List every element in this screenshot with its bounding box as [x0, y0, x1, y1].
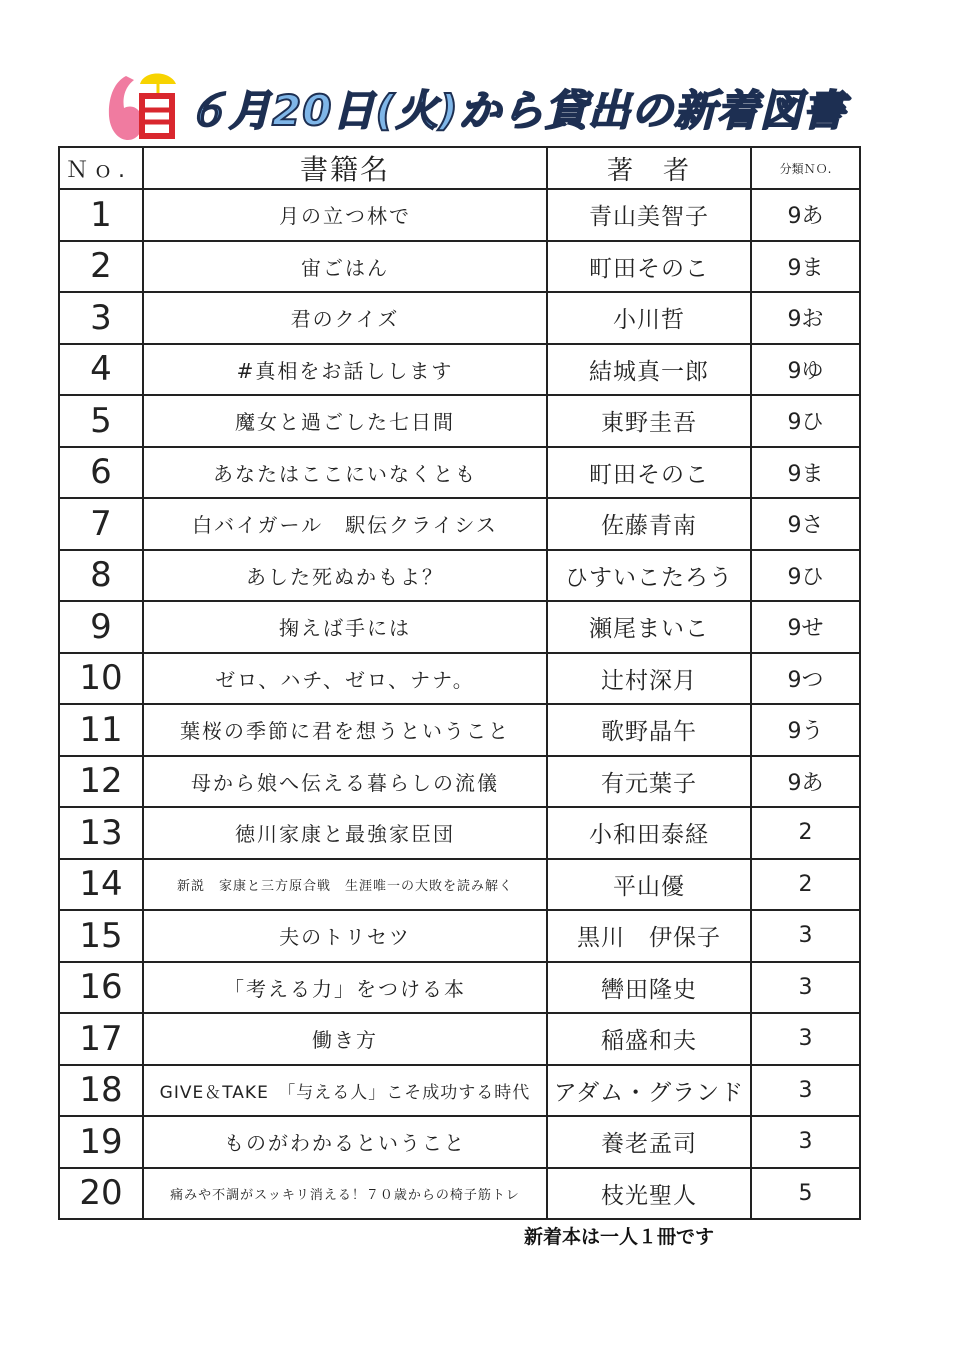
table-row	[59, 241, 860, 293]
row-no: 9	[59, 601, 143, 653]
book-class: 9あ	[751, 189, 860, 241]
new-books-table	[58, 146, 861, 1220]
book-title: ゼロ、ハチ、ゼロ、ナナ。	[143, 653, 547, 705]
book-author: 養老孟司	[547, 1116, 751, 1168]
book-title: #真相をお話しします	[143, 344, 547, 396]
row-no: 5	[59, 395, 143, 447]
col-header-title: 書籍名	[143, 147, 547, 189]
book-author: 青山美智子	[547, 189, 751, 241]
book-title: あした死ぬかもよ？	[143, 550, 547, 602]
row-no: 14	[59, 859, 143, 911]
book-class: 9ま	[751, 447, 860, 499]
book-title: 「考える力」をつける本	[143, 962, 547, 1014]
table-row	[59, 1013, 860, 1065]
book-title: 掬えば手には	[143, 601, 547, 653]
row-no: 16	[59, 962, 143, 1014]
table-row	[59, 344, 860, 396]
row-no: 1	[59, 189, 143, 241]
book-author: 佐藤青南	[547, 498, 751, 550]
row-no: 4	[59, 344, 143, 396]
book-author: 有元葉子	[547, 756, 751, 808]
row-no: 10	[59, 653, 143, 705]
book-class: 9せ	[751, 601, 860, 653]
col-header-author: 著 者	[547, 147, 751, 189]
book-class: 5	[751, 1168, 860, 1220]
table-row	[59, 447, 860, 499]
table-row	[59, 601, 860, 653]
book-author: 瀬尾まいこ	[547, 601, 751, 653]
book-title: 働き方	[143, 1013, 547, 1065]
table-row	[59, 498, 860, 550]
row-no: 6	[59, 447, 143, 499]
book-author: ひすいこたろう	[547, 550, 751, 602]
book-author: 東野圭吾	[547, 395, 751, 447]
book-class: 3	[751, 1116, 860, 1168]
book-title: 痛みや不調がスッキリ消える！７０歳からの椅子筋トレ	[143, 1168, 547, 1220]
book-class: 2	[751, 859, 860, 911]
row-no: 12	[59, 756, 143, 808]
table-row	[59, 1065, 860, 1117]
june-logo	[100, 68, 184, 144]
book-class: 9ま	[751, 241, 860, 293]
table-row	[59, 807, 860, 859]
row-no: 18	[59, 1065, 143, 1117]
table-row	[59, 550, 860, 602]
book-author: 歌野晶午	[547, 704, 751, 756]
page-header	[0, 62, 960, 142]
table-row	[59, 1116, 860, 1168]
book-class: 3	[751, 1065, 860, 1117]
table-row	[59, 756, 860, 808]
book-class: 2	[751, 807, 860, 859]
book-author: 稲盛和夫	[547, 1013, 751, 1065]
book-title: 新説 家康と三方原合戦 生涯唯一の大敗を読み解く	[143, 859, 547, 911]
row-no: 8	[59, 550, 143, 602]
book-title: 白バイガール 駅伝クライシス	[143, 498, 547, 550]
row-no: 17	[59, 1013, 143, 1065]
book-author: 黒川 伊保子	[547, 910, 751, 962]
col-header-no: Ｎｏ.	[59, 147, 143, 189]
book-title: あなたはここにいなくとも	[143, 447, 547, 499]
table-header-row	[59, 147, 860, 189]
book-title: 月の立つ林で	[143, 189, 547, 241]
table-row	[59, 962, 860, 1014]
book-author: 小川哲	[547, 292, 751, 344]
book-author: 轡田隆史	[547, 962, 751, 1014]
book-author: 枝光聖人	[547, 1168, 751, 1220]
table-row	[59, 395, 860, 447]
table-row	[59, 653, 860, 705]
table-row	[59, 292, 860, 344]
row-no: 3	[59, 292, 143, 344]
book-class: 9お	[751, 292, 860, 344]
book-author: 町田そのこ	[547, 241, 751, 293]
book-author: 小和田泰経	[547, 807, 751, 859]
book-class: 9ひ	[751, 550, 860, 602]
book-title: 君のクイズ	[143, 292, 547, 344]
book-title: 葉桜の季節に君を想うということ	[143, 704, 547, 756]
book-class: 9う	[751, 704, 860, 756]
book-title: 夫のトリセツ	[143, 910, 547, 962]
book-title: 母から娘へ伝える暮らしの流儀	[143, 756, 547, 808]
table-row	[59, 189, 860, 241]
row-no: 15	[59, 910, 143, 962]
book-author: 辻村深月	[547, 653, 751, 705]
row-no: 19	[59, 1116, 143, 1168]
book-class: 9さ	[751, 498, 860, 550]
row-no: 7	[59, 498, 143, 550]
borrow-limit-note: 新着本は一人１冊です	[524, 1226, 715, 1248]
book-class: 9つ	[751, 653, 860, 705]
row-no: 2	[59, 241, 143, 293]
book-author: 平山優	[547, 859, 751, 911]
book-class: 3	[751, 910, 860, 962]
book-title: ものがわかるということ	[143, 1116, 547, 1168]
book-title: 宙ごはん	[143, 241, 547, 293]
book-author: 結城真一郎	[547, 344, 751, 396]
book-author: アダム・グランド	[547, 1065, 751, 1117]
page-title: ６月20日(火)から貸出の新着図書	[186, 86, 846, 135]
book-title: GIVE＆TAKE 「与える人」こそ成功する時代	[143, 1065, 547, 1117]
book-title: 魔女と過ごした七日間	[143, 395, 547, 447]
book-class: 9ひ	[751, 395, 860, 447]
book-class: 3	[751, 962, 860, 1014]
table-row	[59, 910, 860, 962]
book-title: 徳川家康と最強家臣団	[143, 807, 547, 859]
table-row	[59, 859, 860, 911]
col-header-class: 分類ＮＯ.	[751, 147, 860, 189]
book-class: 9あ	[751, 756, 860, 808]
book-author: 町田そのこ	[547, 447, 751, 499]
row-no: 20	[59, 1168, 143, 1220]
row-no: 13	[59, 807, 143, 859]
table-row	[59, 1168, 860, 1220]
book-class: 3	[751, 1013, 860, 1065]
book-class: 9ゆ	[751, 344, 860, 396]
table-row	[59, 704, 860, 756]
row-no: 11	[59, 704, 143, 756]
